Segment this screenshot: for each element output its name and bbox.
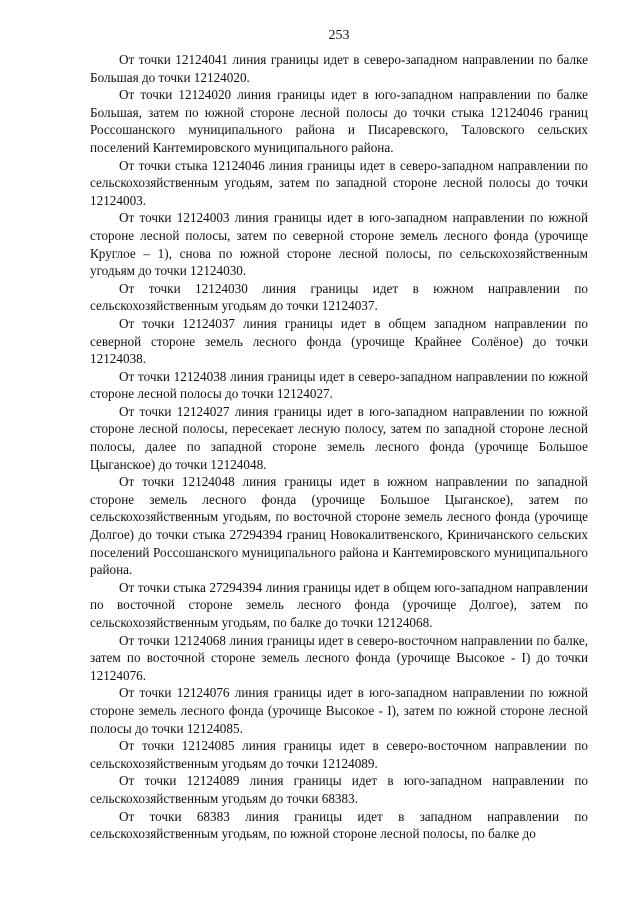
paragraph-11: От точки 12124068 линия границы идет в северо-восточном направлении по балке, затем по восточной стороне земель лесного фонда (урочище Высокое - I) до точки 12124076.	[90, 632, 588, 683]
paragraph-9: От точки 12124048 линия границы идет в южном направлении по западной стороне земель лесного фонда (урочище Большое Цыганское), затем по сельскохозяйственным угодьям, по восточной стороне земель лесного фонда (урочище Долгое) до точки стыка 27294394 границ Новокалитвенского, Криничанского сельских поселений Россошанского муниципального района и Кантемировского муниципального района.	[90, 474, 588, 578]
paragraph-7: От точки 12124038 линия границы идет в северо-западном направлении по южной стороне лесной полосы до точки 12124027.	[90, 368, 588, 402]
paragraph-5: От точки 12124030 линия границы идет в южном направлении по сельскохозяйственным угодьям до точки 12124037.	[90, 280, 588, 314]
paragraph-4: От точки 12124003 линия границы идет в юго-западном направлении по южной стороне лесной полосы, затем по северной стороне земель лесного фонда (урочище Круглое – 1), снова по южной стороне лесной полосы, по сельскохозяйственным угодьям до точки 12124030.	[90, 210, 588, 279]
paragraph-13: От точки 12124085 линия границы идет в северо-восточном направлении по сельскохозяйственным угодьям до точки 12124089.	[90, 738, 588, 771]
paragraph-12: От точки 12124076 линия границы идет в юго-западном направлении по южной стороне земель лесного фонда (урочище Высокое - I), затем по южной стороне лесной полосы до точки 12124085.	[90, 685, 588, 736]
document-page	[90, 27, 588, 843]
paragraph-14: От точки 12124089 линия границы идет в юго-западном направлении по сельскохозяйственным угодьям до точки 68383.	[90, 773, 588, 806]
paragraph-10: От точки стыка 27294394 линия границы идет в общем юго-западном направлении по восточной стороне земель лесного фонда (урочище Долгое), затем по сельскохозяйственным угодьям, по балке до точки 12124068.	[90, 579, 588, 630]
paragraph-8: От точки 12124027 линия границы идет в юго-западном направлении по южной стороне лесной полосы, пересекает лесную полосу, затем по западной стороне лесной полосы, далее по западной стороне земель лесного фонда (урочище Большое Цыганское) до точки 12124048.	[90, 403, 588, 472]
paragraph-15: От точки 68383 линия границы идет в западном направлении по сельскохозяйственным угодьям, по южной стороне лесной полосы, по балке до	[90, 808, 588, 842]
paragraph-6: От точки 12124037 линия границы идет в общем западном направлении по северной стороне земель лесного фонда (урочище Крайнее Солёное) до точки 12124038.	[90, 315, 588, 367]
paragraph-2: От точки 12124020 линия границы идет в юго-западном направлении по балке Большая, затем по южной стороне лесной полосы до точки стыка 12124046 границ Россошанского муниципального района и Писаревского, Таловского сельских поселений Кантемировского муниципального района.	[90, 87, 588, 155]
paragraph-1: От точки 12124041 линия границы идет в северо-западном направлении по балке Большая до точки 12124020.	[90, 52, 588, 85]
page-number: 253	[328, 28, 350, 43]
paragraph-3: От точки стыка 12124046 линия границы идет в северо-западном направлении по сельскохозяйственным угодьям, затем по западной стороне лесной полосы до точки 12124003.	[90, 157, 588, 208]
